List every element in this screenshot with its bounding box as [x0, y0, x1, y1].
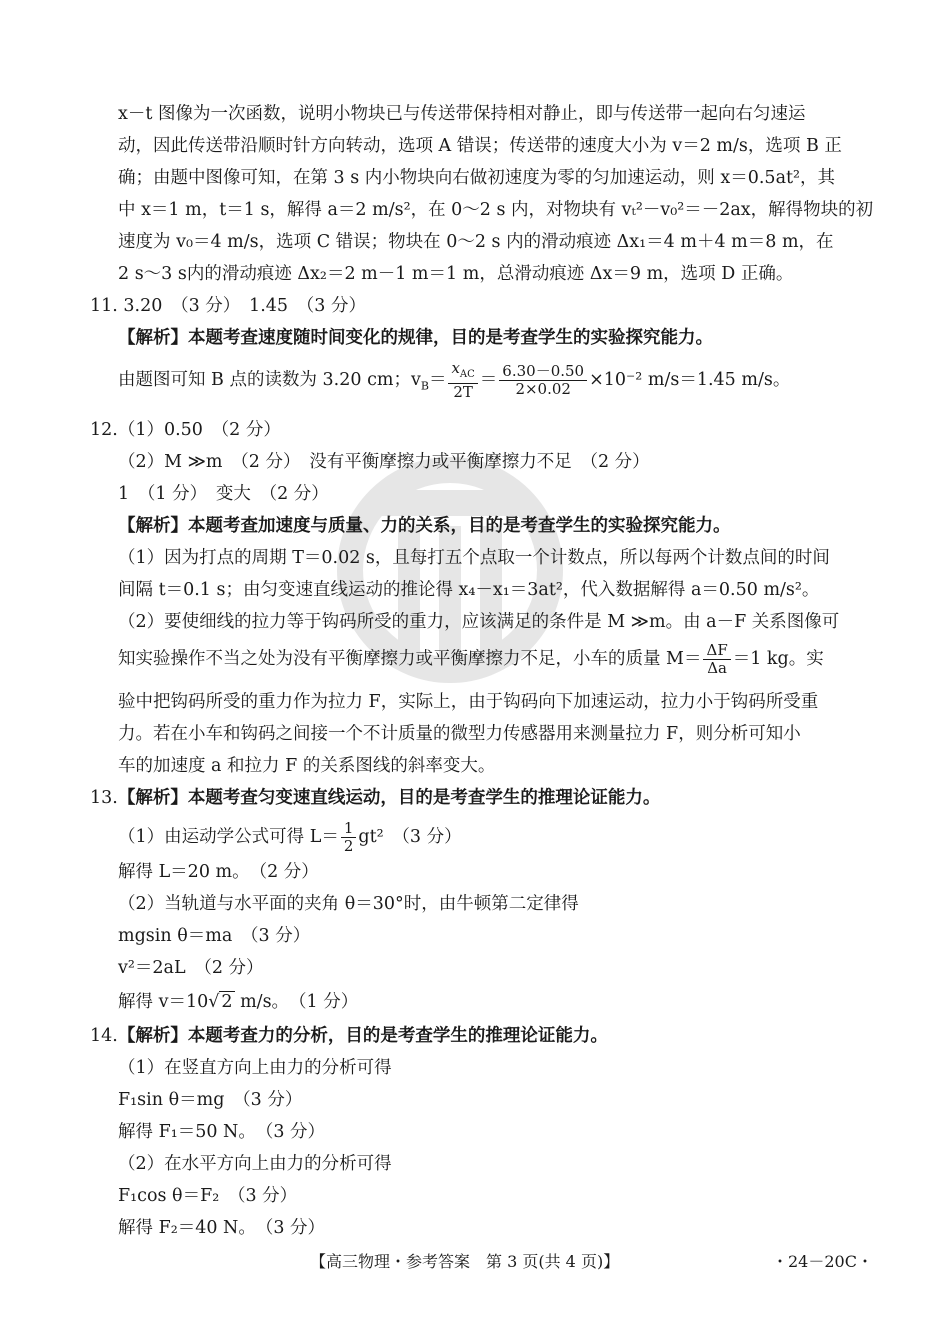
text-line: 验中把钩码所受的重力作为拉力 F，实际上，由于钩码向下加速运动，拉力小于钩码所受重 — [118, 692, 819, 712]
text-line: 间隔 t＝0.1 s；由匀变速直线运动的推论得 x₄－x₁＝3at²，代入数据解得 a＝0.50 m/s²。 — [118, 580, 820, 600]
text-line: 中 x＝1 m，t＝1 s，解得 a＝2 m/s²，在 0～2 s 内，对物块有 vₜ²－v₀²＝－2ax，解得物块的初 — [118, 200, 874, 220]
doc-code: ・24－20C・ — [772, 1252, 873, 1271]
text-line: 解得 L＝20 m。 （2 分） — [118, 862, 319, 882]
text-line: 11. 3.20 （3 分） 1.45 （3 分） — [90, 296, 366, 316]
formula-line-13a: （1）由运动学公式可得 L＝ $\frac{1}{2}$ gt² （3 分） — [118, 819, 462, 855]
text-line: 解得 F₁＝50 N。 （3 分） — [118, 1122, 326, 1142]
text-line: 14.【解析】本题考查力的分析，目的是考查学生的推理论证能力。 — [90, 1026, 608, 1046]
text-line: （1）因为打点的周期 T＝0.02 s，且每打五个点取一个计数点，所以每两个计数点间的时间 — [118, 548, 830, 568]
text-line: （1）在竖直方向上由力的分析可得 — [118, 1058, 392, 1078]
text-line: F₁sin θ＝mg （3 分） — [118, 1090, 303, 1110]
formula-line-13b: 解得 v＝10√ 2 m/s。 （1 分） — [118, 992, 359, 1012]
text-line: （2）M ≫m （2 分） 没有平衡摩擦力或平衡摩擦力不足 （2 分） — [118, 452, 650, 472]
text-line: 13.【解析】本题考查匀变速直线运动，目的是考查学生的推理论证能力。 — [90, 788, 661, 808]
text-line: （2）在水平方向上由力的分析可得 — [118, 1154, 392, 1174]
text-line: （2）要使细线的拉力等于钩码所受的重力，应该满足的条件是 M ≫m。由 a－F 关系图像可 — [118, 612, 840, 632]
page-footer: 【高三物理・参考答案 第 3 页(共 4 页)】 — [310, 1252, 620, 1271]
text-line: 12.（1）0.50 （2 分） — [90, 420, 281, 440]
formula-line-11: 由题图可知 B 点的读数为 3.20 cm；$v_B=$ $\frac{x_{AC}}{2T}$ ＝ $\frac{6.30-0.50}{2\times 0.02}$ ×10⁻² m/s＝1.45 m/s。 — [118, 359, 791, 401]
fraction: $\frac{1}{2}$ — [341, 820, 357, 855]
fraction: $\frac{6.30-0.50}{2\times 0.02}$ — [499, 363, 587, 398]
text-line: x－t 图像为一次函数，说明小物块已与传送带保持相对静止，即与传送带一起向右匀速运 — [118, 104, 806, 124]
text-line: 【解析】本题考查加速度与质量、力的关系，目的是考查学生的实验探究能力。 — [118, 516, 731, 536]
text-line: （2）当轨道与水平面的夹角 θ＝30°时，由牛顿第二定律得 — [118, 894, 579, 914]
text-line: 确；由题中图像可知，在第 3 s 内小物块向右做初速度为零的匀加速运动，则 x＝0.5at²，其 — [118, 168, 836, 188]
fraction: $\frac{x_{AC}}{2T}$ — [448, 360, 477, 401]
formula-line-12: 知实验操作不当之处为没有平衡摩擦力或平衡摩擦力不足，小车的质量 M＝ $\frac{\Delta F}{\Delta a}$ ＝1 kg。实 — [118, 641, 824, 677]
text-line: v²＝2aL （2 分） — [118, 958, 264, 978]
text-line: 速度为 v₀＝4 m/s，选项 C 错误；物块在 0～2 s 内的滑动痕迹 Δx₁＝4 m＋4 m＝8 m，在 — [118, 232, 834, 252]
text-line: mgsin θ＝ma （3 分） — [118, 926, 311, 946]
text-line: F₁cos θ＝F₂ （3 分） — [118, 1186, 298, 1206]
fraction: $\frac{\Delta F}{\Delta a}$ — [703, 642, 730, 677]
text-line: 【解析】本题考查速度随时间变化的规律，目的是考查学生的实验探究能力。 — [118, 328, 713, 348]
text-line: 车的加速度 a 和拉力 F 的关系图线的斜率变大。 — [118, 756, 496, 776]
text-line: 力。若在小车和钩码之间接一个不计质量的微型力传感器用来测量拉力 F，则分析可知小 — [118, 724, 801, 744]
text-line: 2 s～3 s内的滑动痕迹 Δx₂＝2 m－1 m＝1 m，总滑动痕迹 Δx＝9 m，选项 D 正确。 — [118, 264, 794, 284]
text-line: 1 （1 分） 变大 （2 分） — [118, 484, 329, 504]
text-line: 动，因此传送带沿顺时针方向转动，选项 A 错误；传送带的速度大小为 v＝2 m/s，选项 B 正 — [118, 136, 842, 156]
text-line: 解得 F₂＝40 N。 （3 分） — [118, 1218, 326, 1238]
